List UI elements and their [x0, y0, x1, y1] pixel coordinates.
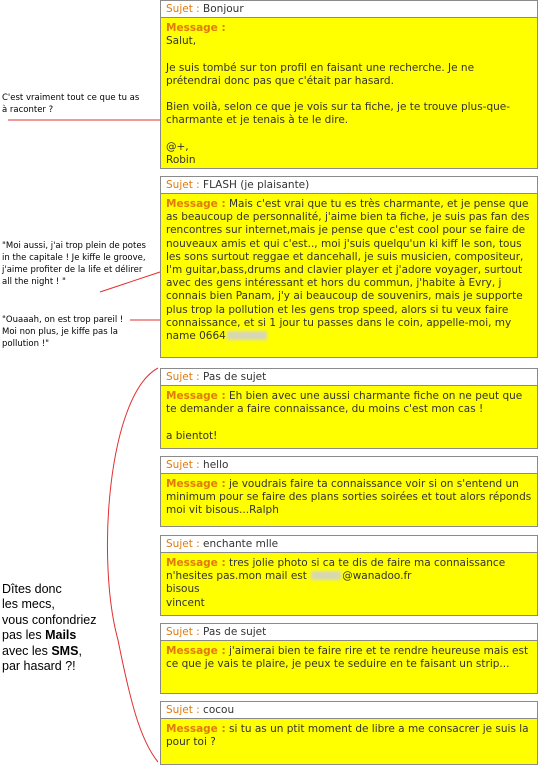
message-subject: Sujet : Pas de sujet [161, 624, 537, 641]
message-subject: Sujet : FLASH (je plaisante) [161, 177, 537, 194]
message-body: Message : Mais c'est vrai que tu es très charmante, et je pense que as beaucoup de personnalité, j'aime bien ta fiche, je suis pas fan des rencontres sur internet,mais je pense que c'est cool pour se faire de nouveaux amis et qui c'est.., moi j'suis quelqu'un ki kiff le son, tous les sons surtout reggae et dancehall, je suis musicien, compositeur, I'm guitar,bass,drums and clavier player et j'adore voyager, surtout avec des gens intéressant et hors du commun, j'habite à Evry, j connais bien Panam, j'y ai beaucoup de souvenirs, mais je supporte plus trop la pollution et les gens trop speed, alors si tu veux faire connaissance, et si 1 jour tu passes dans le coin, appelle-moi, my name 0664 [166, 198, 533, 343]
message-subject: Sujet : hello [161, 457, 537, 474]
redacted-phone [227, 331, 267, 340]
message-body: Message : Salut, Je suis tombé sur ton profil en faisant une recherche. Je ne prétendrai donc pas que c'était par hasard. Bien voilà, selon ce que je vois sur ta fiche, je te trouve plus-que-charmante et je tenais à te le dire. @+, Robin [166, 22, 511, 167]
message-body: Message : Eh bien avec une aussi charmante fiche on ne peut que te demander a faire connaissance, du moins c'est mon cas ! a bientot! [166, 390, 523, 442]
message-subject: Sujet : Pas de sujet [161, 369, 537, 386]
message-subject: Sujet : enchante mlle [161, 536, 537, 553]
message-card [160, 368, 538, 449]
message-body: Message : si tu as un ptit moment de libre a me consacrer je suis la pour toi ? [166, 723, 532, 749]
annotation-note-3: "Ouaaah, on est trop pareil ! Moi non plus, je kiffe pas la pollution !" [2, 315, 124, 349]
message-subject: Sujet : cocou [161, 702, 537, 719]
side-bracket [107, 368, 158, 762]
message-card [160, 456, 538, 527]
message-body: Message : j'aimerai bien te faire rire et te rendre heureuse mais est ce que je vais te plaire, je peux te seduire en te faisant un strip... [166, 645, 532, 671]
side-comment: Dîtes donc les mecs, vous confondriez pas les Mails avec les SMS, par hasard ?! [2, 582, 97, 674]
redacted-email [311, 571, 341, 580]
message-card [160, 0, 538, 169]
message-body: Message : je voudrais faire ta connaissance voir si on s'entend un minimum pour se faire des plans sorties soirées et tout alors réponds moi vit bisous...Ralph [166, 478, 535, 517]
message-card [160, 701, 538, 765]
message-card [160, 623, 538, 694]
message-card [160, 176, 538, 358]
message-card [160, 535, 538, 616]
message-body: Message : tres jolie photo si ca te dis de faire ma connaissance n'hesites pas.mon mail est @wanadoo.fr bisous vincent [166, 557, 509, 609]
annotation-note-2: "Moi aussi, j'ai trop plein de potes in the capitale ! Je kiffe le groove, j'aime profiter de la life et délirer all the night ! " [2, 241, 146, 287]
annotation-note-1: C'est vraiment tout ce que tu as à raconter ? [2, 93, 140, 115]
message-subject: Sujet : Bonjour [161, 1, 537, 18]
